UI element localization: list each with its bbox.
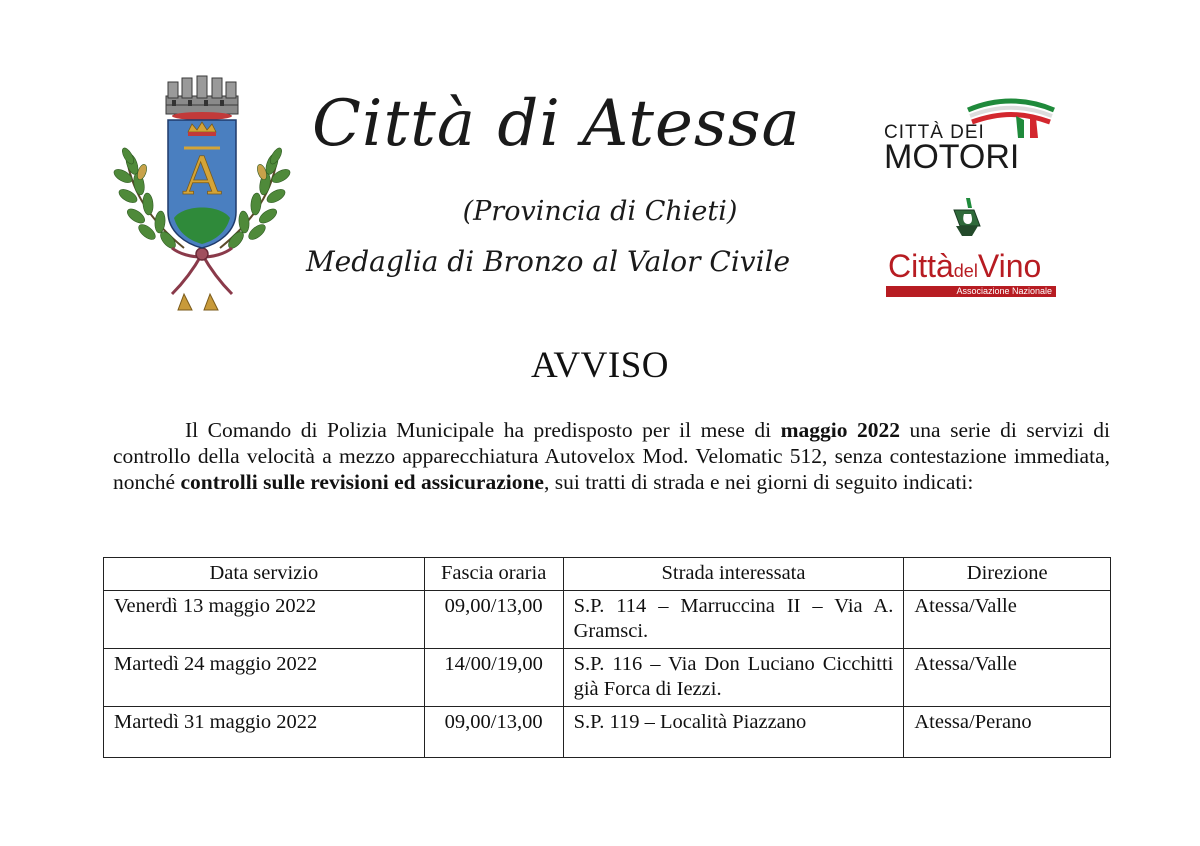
vino-logo-vino: Vino	[977, 248, 1042, 284]
cell-road: S.P. 119 – Località Piazzano	[563, 707, 904, 758]
tassel-icon	[178, 294, 218, 310]
wine-glass-icon	[950, 196, 984, 238]
city-title-block	[300, 87, 870, 292]
notice-paragraph	[113, 417, 1110, 495]
cell-road: S.P. 116 – Via Don Luciano Cicchitti già Forca di Iezzi.	[563, 649, 904, 707]
cell-road: S.P. 114 – Marruccina II – Via A. Gramsci.	[563, 591, 904, 649]
cell-date: Martedì 24 maggio 2022	[104, 649, 425, 707]
table-row	[104, 591, 1111, 649]
notice-title: AVVISO	[530, 345, 669, 386]
cell-time: 14/00/19,00	[424, 649, 563, 707]
header-road: Strada interessata	[563, 558, 904, 591]
vino-logo-subtitle: Associazione Nazionale	[886, 286, 1056, 297]
paragraph-part1: Il Comando di Polizia Municipale ha predisposto per il mese di	[185, 418, 781, 442]
paragraph-month: maggio 2022	[780, 418, 900, 442]
paragraph-part3: , sui tratti di strada e nei giorni di seguito indicati:	[543, 470, 974, 494]
cell-direction: Atessa/Valle	[904, 591, 1111, 649]
vino-logo-del: del	[953, 261, 978, 281]
table-header-row	[104, 558, 1111, 591]
cell-date: Martedì 31 maggio 2022	[104, 707, 425, 758]
shield-icon	[168, 120, 236, 248]
cell-direction: Atessa/Valle	[904, 649, 1111, 707]
table-row	[104, 649, 1111, 707]
motori-logo-line2: MOTORI	[884, 138, 1020, 176]
mural-crown-icon	[166, 76, 238, 120]
table-row	[104, 707, 1111, 758]
svg-text:A: A	[183, 147, 221, 207]
city-crest-icon	[112, 72, 292, 317]
cell-time: 09,00/13,00	[424, 707, 563, 758]
city-name: Città di Atessa	[312, 87, 801, 161]
vino-logo-citta: Città	[888, 248, 954, 284]
cell-direction: Atessa/Perano	[904, 707, 1111, 758]
medal-label: Medaglia di Bronzo al Valor Civile	[306, 245, 791, 278]
cell-date: Venerdì 13 maggio 2022	[104, 591, 425, 649]
province-label: (Provincia di Chieti)	[462, 196, 738, 227]
paragraph-checks: controlli sulle revisioni ed assicurazione	[180, 470, 544, 494]
citta-del-vino-logo	[886, 250, 1058, 300]
paragraph-part2: una serie di servizi di controllo della velocità a mezzo apparecchiatura Autovelox Mod. Velomatic 512, senza contestazione immediata, nonché	[113, 418, 1110, 494]
header-date: Data servizio	[104, 558, 425, 591]
header-direction: Direzione	[904, 558, 1111, 591]
header-time: Fascia oraria	[424, 558, 563, 591]
citta-dei-motori-logo	[882, 96, 1062, 176]
cell-time: 09,00/13,00	[424, 591, 563, 649]
vino-logo-text	[888, 250, 1041, 282]
services-table	[103, 557, 1111, 758]
motori-logo-line1: CITTÀ DEI	[884, 122, 985, 143]
notice-body	[113, 417, 1110, 495]
ribbon-icon	[172, 248, 232, 294]
